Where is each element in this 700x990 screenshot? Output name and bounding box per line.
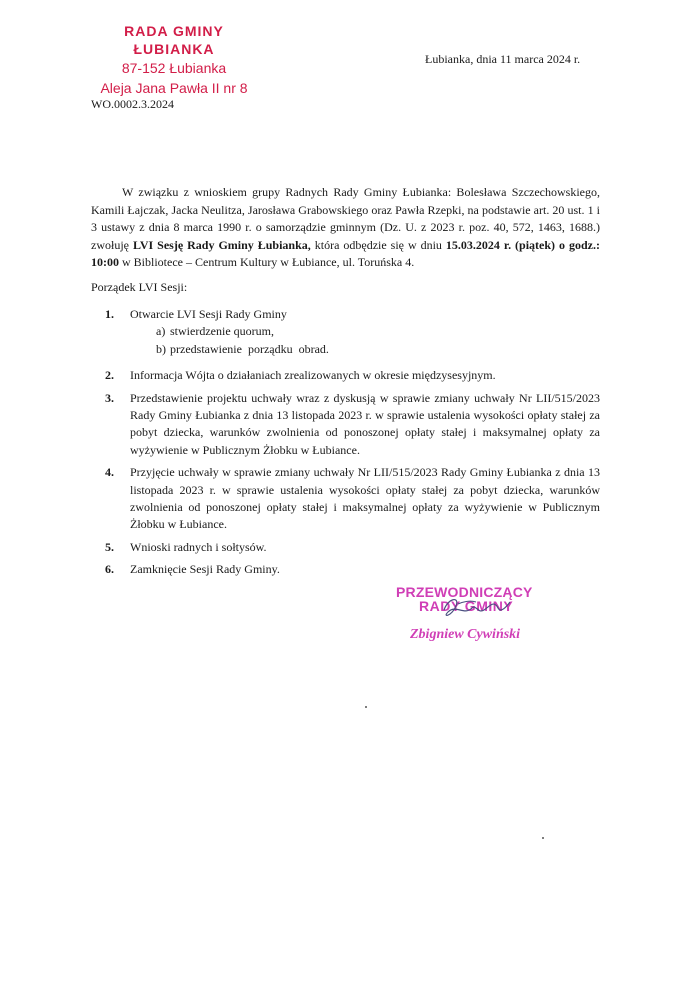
signature-title-line2: RADY GMINY [419, 598, 514, 614]
agenda-item [105, 464, 600, 534]
sub-item-text: przedstawienie porządku obrad. [170, 341, 329, 356]
agenda-item-number: 4. [105, 465, 114, 480]
agenda-title: Porządek LVI Sesji: [91, 280, 188, 294]
session-date-time: 15.03.2024 r. (piątek) o godz.: 10:00 [91, 237, 600, 270]
signature-title-line1: PRZEWODNICZĄCY [396, 584, 533, 600]
intro-text-1: W związku z wnioskiem grupy Radnych Rady Gminy Łubianka: Bolesława Szczechowskiego, Kamili Łajczak, Jacka Neulitza, Jarosława Grabowskiego oraz Pawła Rzepki, na podstawie art. 20 ust. 1 i 3 ustawy z dnia 8 marca 1990 r. o samorządzie gminnym (Dz. U. z 2023 r. poz. 40, 572, 1463, 1688.) zwołuję [91, 185, 600, 252]
convocation-paragraph [91, 184, 600, 272]
agenda-sub-item [156, 323, 600, 340]
session-name: LVI Sesję Rady Gminy Łubianka, [132, 237, 311, 252]
agenda-item-number: 3. [105, 390, 114, 405]
agenda-item-text: Wnioski radnych i sołtysów. [130, 539, 267, 554]
chairman-signature-stamp [396, 584, 556, 654]
intro-text-2: która odbędzie się w dniu [310, 237, 446, 252]
agenda-item [105, 561, 600, 578]
sub-item-text: stwierdzenie quorum, [170, 324, 274, 339]
agenda-item-number: 6. [105, 562, 114, 577]
intro-text-3: w Bibliotece – Centrum Kultury w Łubiance, ul. Toruńska 4. [119, 255, 415, 270]
scan-speck [542, 837, 544, 839]
agenda-list [105, 306, 600, 584]
agenda-item-text: Informacja Wójta o działaniach zrealizowanych w okresie międzysesyjnym. [130, 368, 496, 383]
signature-name: Zbigniew Cywiński [410, 627, 521, 642]
agenda-item [105, 367, 600, 384]
agenda-item-number: 2. [105, 368, 114, 383]
agenda-item [105, 390, 600, 460]
place-and-date: Łubianka, dnia 11 marca 2024 r. [425, 52, 581, 66]
document-reference: WO.0002.3.2024 [91, 97, 174, 111]
agenda-item-number: 5. [105, 539, 114, 554]
agenda-item [105, 539, 600, 556]
agenda-item [105, 306, 600, 358]
agenda-sub-item [156, 341, 600, 358]
sub-item-letter: a) [156, 324, 166, 339]
stamp-postal-code: 87-152 Łubianka [121, 60, 227, 76]
agenda-item-number: 1. [105, 307, 114, 321]
handwritten-signature-icon [414, 586, 534, 626]
agenda-item-text: Zamknięcie Sesji Rady Gminy. [130, 562, 280, 577]
agenda-item-text: Przyjęcie uchwały w sprawie zmiany uchwały Nr LII/515/2023 Rady Gminy Łubianka z dnia 13 listopada 2023 r. w sprawie ustalenia wysokości opłaty stałej za pobyt dziecka, warunków zwolnienia od ponoszonej opłaty stałej i maksymalnej opłaty za wyżywienie w Publicznym Żłobku w Łubiance. [130, 465, 600, 532]
agenda-sub-list [130, 323, 600, 358]
agenda-item-text: Przedstawienie projektu uchwały wraz z dyskusją w sprawie zmiany uchwały Nr LII/515/2023 Rady Gminy Łubianka z dnia 13 listopada 2023 r. w sprawie ustalenia wysokości opłaty stałej za pobyt dziecka, warunków zwolnienia od ponoszonej opłaty stałej i maksymalnej opłaty za wyżywienie w Publicznym Żłobku w Łubiance. [130, 390, 600, 457]
stamp-council-name: RADA GMINY ŁUBIANKA [124, 23, 224, 57]
scan-speck [365, 706, 367, 708]
council-address-stamp [84, 22, 264, 98]
stamp-street: Aleja Jana Pawła II nr 8 [100, 80, 248, 96]
sub-item-letter: b) [156, 341, 166, 356]
agenda-item-text: Otwarcie LVI Sesji Rady Gminy [130, 307, 287, 321]
